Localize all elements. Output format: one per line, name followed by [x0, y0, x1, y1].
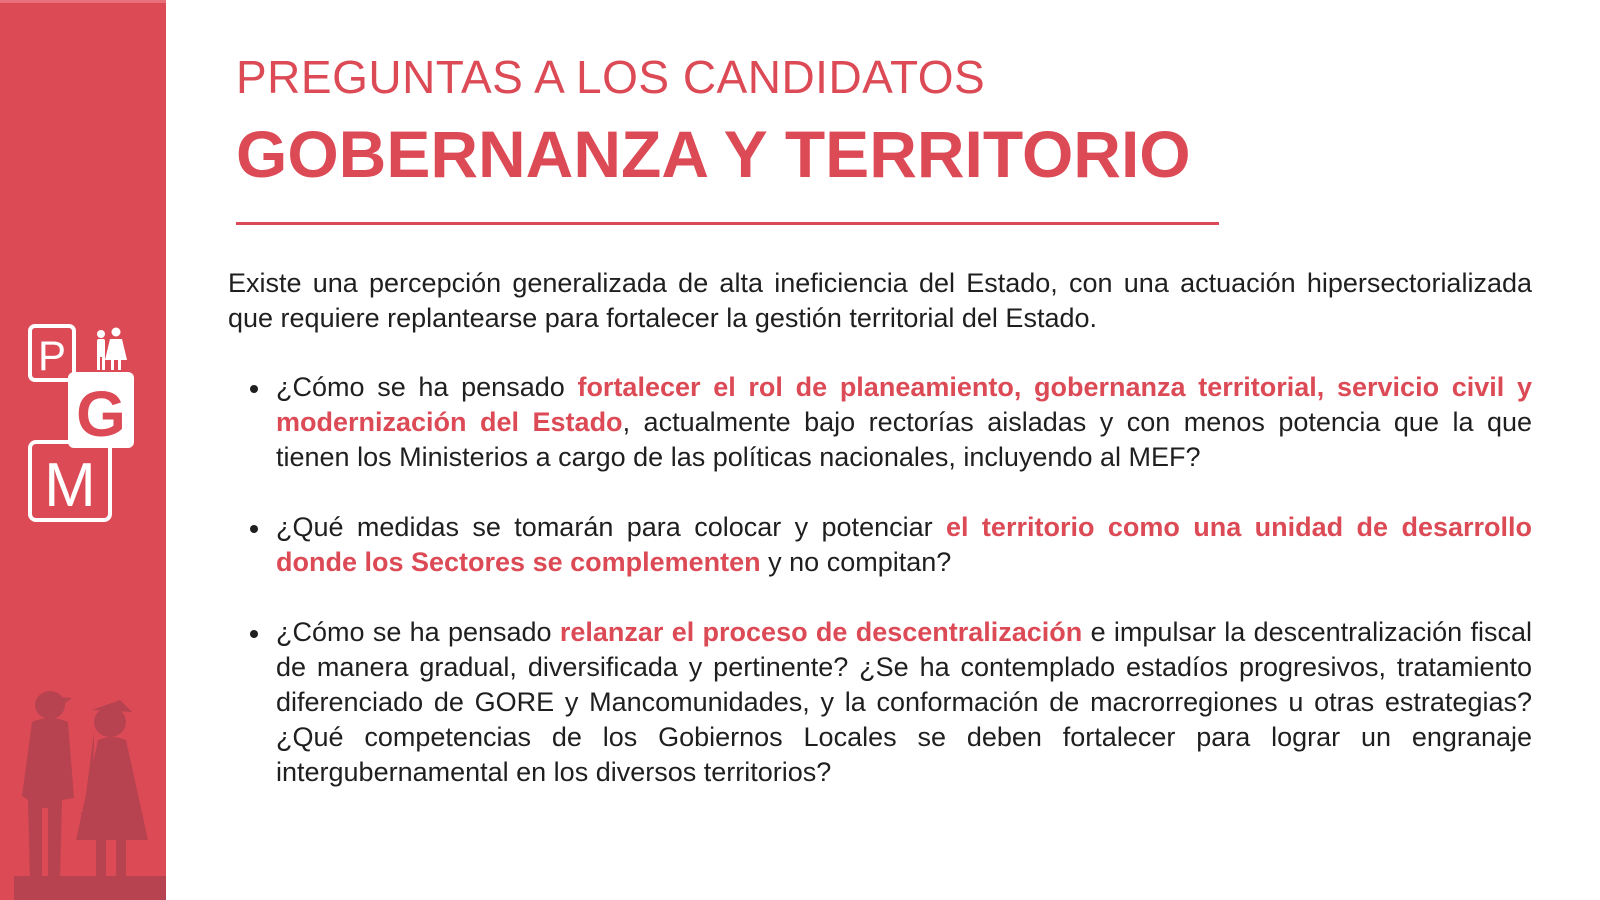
logo-letter-g: G [76, 378, 126, 450]
header-kicker: PREGUNTAS A LOS CANDIDATOS [236, 51, 986, 103]
question-text-before: ¿Cómo se ha pensado [276, 372, 578, 402]
question-text-before: ¿Qué medidas se tomarán para colocar y potenciar [276, 512, 947, 542]
question-item [228, 510, 1532, 580]
bullet-icon [250, 525, 258, 533]
question-list [228, 370, 1532, 790]
intro-paragraph: Existe una percepción generalizada de alta ineficiencia del Estado, con una actuación hipersectorializada que requiere replantearse para fortalecer la gestión territorial del Estado. [228, 268, 1532, 333]
content-body [228, 266, 1532, 825]
question-text-after: , actualmente bajo rectorías aisladas y con menos potencia que la que tienen los Ministerios a cargo de las políticas nacionales, incluyendo al MEF? [276, 407, 1533, 472]
question-text-before: ¿Cómo se ha pensado [276, 617, 560, 647]
question-text-after: e impulsar la descentralización fiscal de manera gradual, diversificada y pertinente? ¿Se ha contemplado estadíos progresivos, tratamiento diferenciado de GORE y Mancomunidades, y la conformación de macrorregiones u otras estrategias? ¿Qué competencias de los Gobiernos Locales se deben fortalecer para lograr un engranaje intergubernamental en los diversos territorios? [276, 617, 1532, 787]
logo-letter-m: M [44, 451, 96, 520]
question-text-after: y no compitan? [760, 547, 952, 577]
question-highlight: el territorio como una unidad de desarrollo donde los Sectores se complementen [276, 512, 1532, 577]
bullet-icon [250, 385, 258, 393]
logo-letter-p: P [37, 332, 67, 379]
page-title: GOBERNANZA Y TERRITORIO [236, 117, 1191, 191]
children-silhouette-icon [14, 690, 166, 900]
bullet-icon [250, 630, 258, 638]
pgm-logo-with-children-icon [26, 324, 144, 538]
sidebar-top-line [0, 0, 166, 3]
question-item [228, 370, 1532, 475]
question-item [228, 615, 1532, 790]
title-divider [236, 222, 1219, 225]
logo-children-icon [97, 328, 127, 371]
sidebar-band [0, 0, 166, 900]
question-highlight: fortalecer el rol de planeamiento, gobernanza territorial, servicio civil y modernización del Estado [276, 372, 1533, 437]
question-highlight: relanzar el proceso de descentralización [559, 617, 1083, 647]
